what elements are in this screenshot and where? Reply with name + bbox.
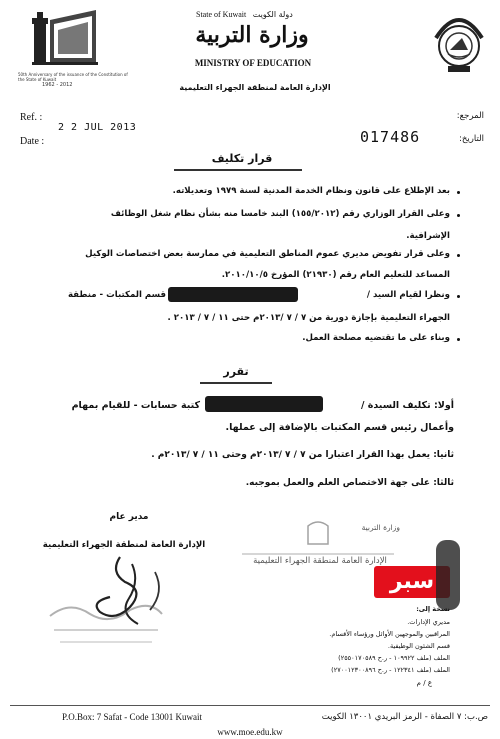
preamble-line-1: بعد الإطلاع على قانون ونظام الخدمة المدنية لسنة ١٩٧٩ وتعديلاته. [172,186,450,196]
signature-title: مدير عام [109,512,149,522]
redacted-name [205,396,323,412]
document-number: 017486 [360,128,421,146]
redacted-name [168,287,298,302]
decision-underline [200,382,272,384]
copies-item-4: الملف (ملف ١٠٩٩٢٢ - ر.ح ٢٥٥٠١٧٠٥٨٩) [338,654,450,662]
bullet [457,295,460,298]
title-underline [174,169,302,171]
footer-website: www.moe.edu.kw [217,727,283,737]
decision-1a: أولا: تكليف السيدة / [360,400,454,411]
date-label-ar: التاريخ: [459,134,484,144]
copies-initials: ع / م [416,679,432,687]
department-header: الإدارة العامة لمنطقة الجهراء التعليمية [179,83,331,92]
footer-divider [10,705,490,706]
copies-heading: نسخة إلى: [416,605,450,613]
bullet [457,338,460,341]
preamble-line-4: وعلى قرار تفويض مديري عموم المناطق التعليمية في ممارسة بعض اختصاصات الوكيل [85,249,450,259]
decision-3: ثالثا: على جهة الاختصاص العلم والعمل بموجبه. [245,478,454,488]
bullet [457,191,460,194]
stamp-ministry: وزارة التربية [361,523,400,532]
decision-heading: تقرر [223,365,249,378]
state-heading [196,10,316,22]
decision-1b: كتبة حسابات - للقيام بمهام [71,400,200,411]
preamble-line-6a: ونظرا لقيام السيد / [366,290,450,300]
preamble-line-5: المساعد للتعليم العام رقم (٢١٩٣٠) المؤرخ ٢٠١٠/١٠/٥. [221,270,450,280]
copies-item-2: المراقبين والموجهين الأوائل ورؤساء الأقسام. [329,630,450,638]
anniversary-text: 50th Anniversary of the issuance of the Constitution of the State of Kuwait [18,72,128,82]
ink-mark [436,540,460,610]
state-ar: دولة الكويت [252,10,293,19]
kuwait-emblem [430,8,488,80]
date-label: Date : [20,136,45,147]
signature-department: الإدارة العامة لمنطقة الجهراء التعليمية [42,540,206,550]
ministry-ar: وزارة التربية [195,22,309,48]
decision-1c: وأعمال رئيس قسم المكتبات بالإضافة إلى عملها. [225,422,454,433]
bullet [457,214,460,217]
state-en: State of Kuwait [196,10,247,19]
date-stamp: 2 2 JUL 2013 [58,122,137,133]
faded-signature-stamp [40,596,170,652]
preamble-line-3: الإشرافية. [406,231,450,241]
footer-pobox-ar: ص.ب: ٧ الصفاة - الرمز البريدي ١٣٠٠١ الكويت [321,712,488,722]
preamble-line-7: الجهراء التعليمية بإجازة دورية من ٧ / ٧ /٢٠١٣م حتى ١١ / ٧ / ٢٠١٣ . [167,313,450,323]
preamble-line-6b: قسم المكتبات - منطقة [67,290,166,300]
preamble-line-2: وعلى القرار الوزاري رقم (١٥٥/٢٠١٢) البند خامسا منه بشأن نظام شغل الوظائف [110,209,450,219]
footer-pobox-en: P.O.Box: 7 Safat - Code 13001 Kuwait [62,712,202,722]
copies-item-3: قسم الشئون الوظيفية. [387,642,450,650]
document-title: قرار تكليف [211,152,273,165]
copies-item-1: مديري الإدارات. [407,618,450,626]
ministry-en: MINISTRY OF EDUCATION [194,58,312,68]
preamble-line-8: وبناء على ما تقتضيه مصلحة العمل. [302,333,450,343]
copies-item-5: الملف (ملف ١٢٢٣٤١ - ر.ح ٢٧٠٠١٢٣٠٠٨٩٦) [331,666,450,674]
anniversary-logo [26,8,104,70]
bullet [457,254,460,257]
ref-label: Ref. : [20,112,43,123]
decision-2: ثانيا: يعمل بهذا القرار اعتبارا من ٧ / ٧ /٢٠١٣م وحتى ١١ / ٧ /٢٠١٣م . [151,450,454,460]
watermark-text: سبر [389,569,435,594]
anniversary-years: 1962 - 2012 [42,82,73,88]
ref-label-ar: المرجع: [456,111,484,121]
stamp-department: الإدارة العامة لمنطقة الجهراء التعليمية [253,556,387,566]
